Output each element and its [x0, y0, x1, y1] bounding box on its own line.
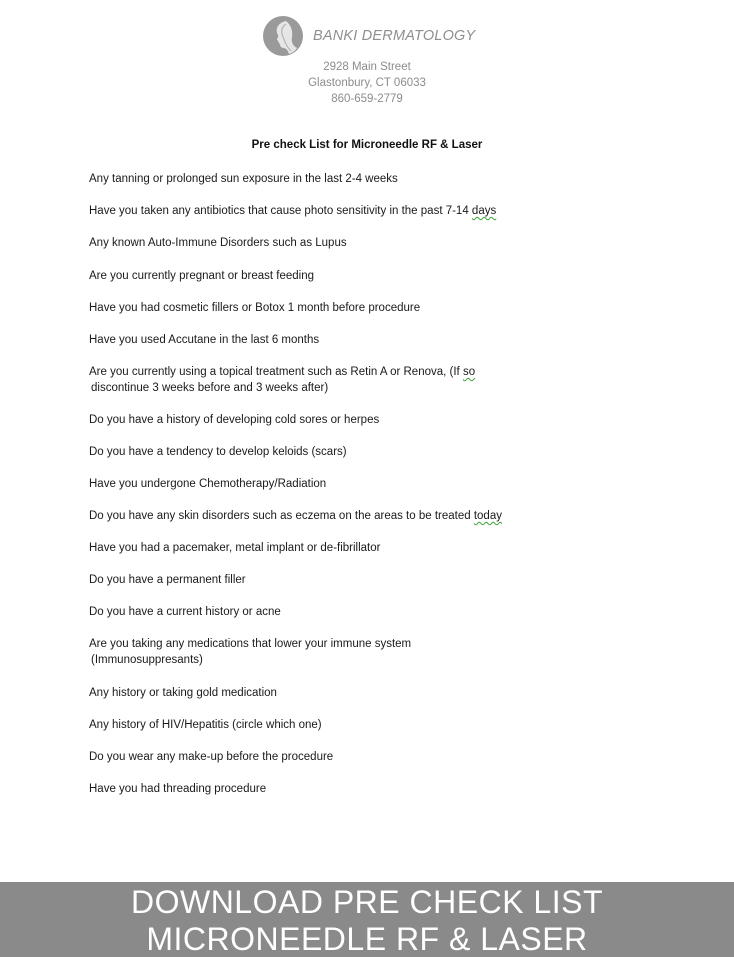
city-state-zip: Glastonbury, CT 06033 [308, 77, 426, 89]
spellcheck-word: days [471, 205, 497, 217]
address-block [0, 59, 734, 107]
question-item [89, 717, 529, 733]
question-item [89, 235, 529, 251]
spellcheck-word: so [462, 366, 476, 378]
face-silhouette-icon [262, 15, 304, 57]
brand-logo [262, 14, 475, 58]
question-text-main: Do you have a permanent filler [89, 574, 246, 586]
brand-name: BANKI DERMATOLOGY [313, 28, 476, 44]
question-text [89, 685, 529, 701]
question-text-continued: discontinue 3 weeks before and 3 weeks after) [91, 382, 329, 394]
question-item [89, 636, 529, 668]
question-text [89, 572, 529, 588]
question-item [89, 540, 529, 556]
question-item [89, 332, 529, 348]
download-banner-line1[interactable]: DOWNLOAD PRE CHECK LIST [130, 884, 603, 920]
spellcheck-word: today [473, 510, 502, 522]
question-text [89, 203, 529, 219]
question-text-main: Any history or taking gold medication [89, 687, 277, 699]
street-address: 2928 Main Street [323, 61, 411, 73]
question-text [89, 781, 529, 797]
question-text-main: Do you wear any make-up before the procedure [89, 751, 334, 763]
question-text-main: Have you taken any antibiotics that cause photo sensitivity in the past 7-14 [89, 205, 472, 217]
question-text-continued: (Immunosuppresants) [91, 654, 203, 666]
question-text [89, 508, 529, 524]
question-text-main: Do you have a tendency to develop keloids (scars) [89, 446, 347, 458]
question-text-main: Any tanning or prolonged sun exposure in the last 2-4 weeks [89, 173, 398, 185]
question-text-main: Any known Auto-Immune Disorders such as Lupus [89, 237, 347, 249]
question-text [89, 749, 529, 765]
download-banner[interactable] [0, 882, 734, 957]
question-text [89, 540, 529, 556]
question-text [89, 235, 529, 251]
question-item [89, 781, 529, 797]
download-banner-line2[interactable]: MICRONEEDLE RF & LASER [146, 921, 588, 957]
question-text [89, 332, 529, 348]
question-text-main: Are you currently using a topical treatment such as Retin A or Renova, (If [89, 366, 463, 378]
question-text [89, 268, 529, 284]
question-item [89, 476, 529, 492]
question-text [89, 717, 529, 733]
question-item [89, 444, 529, 460]
question-item [89, 508, 529, 524]
document-title: Pre check List for Microneedle RF & Laser [251, 139, 483, 151]
question-item [89, 604, 529, 620]
question-text-main: Have you undergone Chemotherapy/Radiation [89, 478, 327, 490]
question-item [89, 300, 529, 316]
question-text [89, 300, 529, 316]
question-item [89, 749, 529, 765]
question-item [89, 685, 529, 701]
question-text [89, 476, 529, 492]
question-text-main: Have you used Accutane in the last 6 months [89, 334, 320, 346]
question-text [89, 364, 529, 380]
question-text-main: Have you had threading procedure [89, 783, 267, 795]
question-item [89, 171, 529, 187]
question-text-main: Have you had cosmetic fillers or Botox 1 month before procedure [89, 302, 421, 314]
question-item [89, 203, 529, 219]
question-text [89, 444, 529, 460]
question-text-main: Do you have a history of developing cold sores or herpes [89, 414, 380, 426]
question-item [89, 572, 529, 588]
question-item [89, 268, 529, 284]
question-text [89, 171, 529, 187]
question-text-main: Do you have a current history or acne [89, 606, 281, 618]
question-text [89, 412, 529, 428]
question-text-main: Are you currently pregnant or breast feeding [89, 270, 315, 282]
question-text [89, 636, 529, 652]
question-item [89, 364, 529, 396]
question-text-main: Are you taking any medications that lower your immune system [89, 638, 412, 650]
question-text-main: Have you had a pacemaker, metal implant or de-fibrillator [89, 542, 381, 554]
question-text [89, 604, 529, 620]
question-item [89, 412, 529, 428]
question-text-main: Any history of HIV/Hepatitis (circle which one) [89, 719, 322, 731]
phone-number: 860-659-2779 [331, 93, 403, 105]
question-text-main: Do you have any skin disorders such as eczema on the areas to be treated [89, 510, 474, 522]
